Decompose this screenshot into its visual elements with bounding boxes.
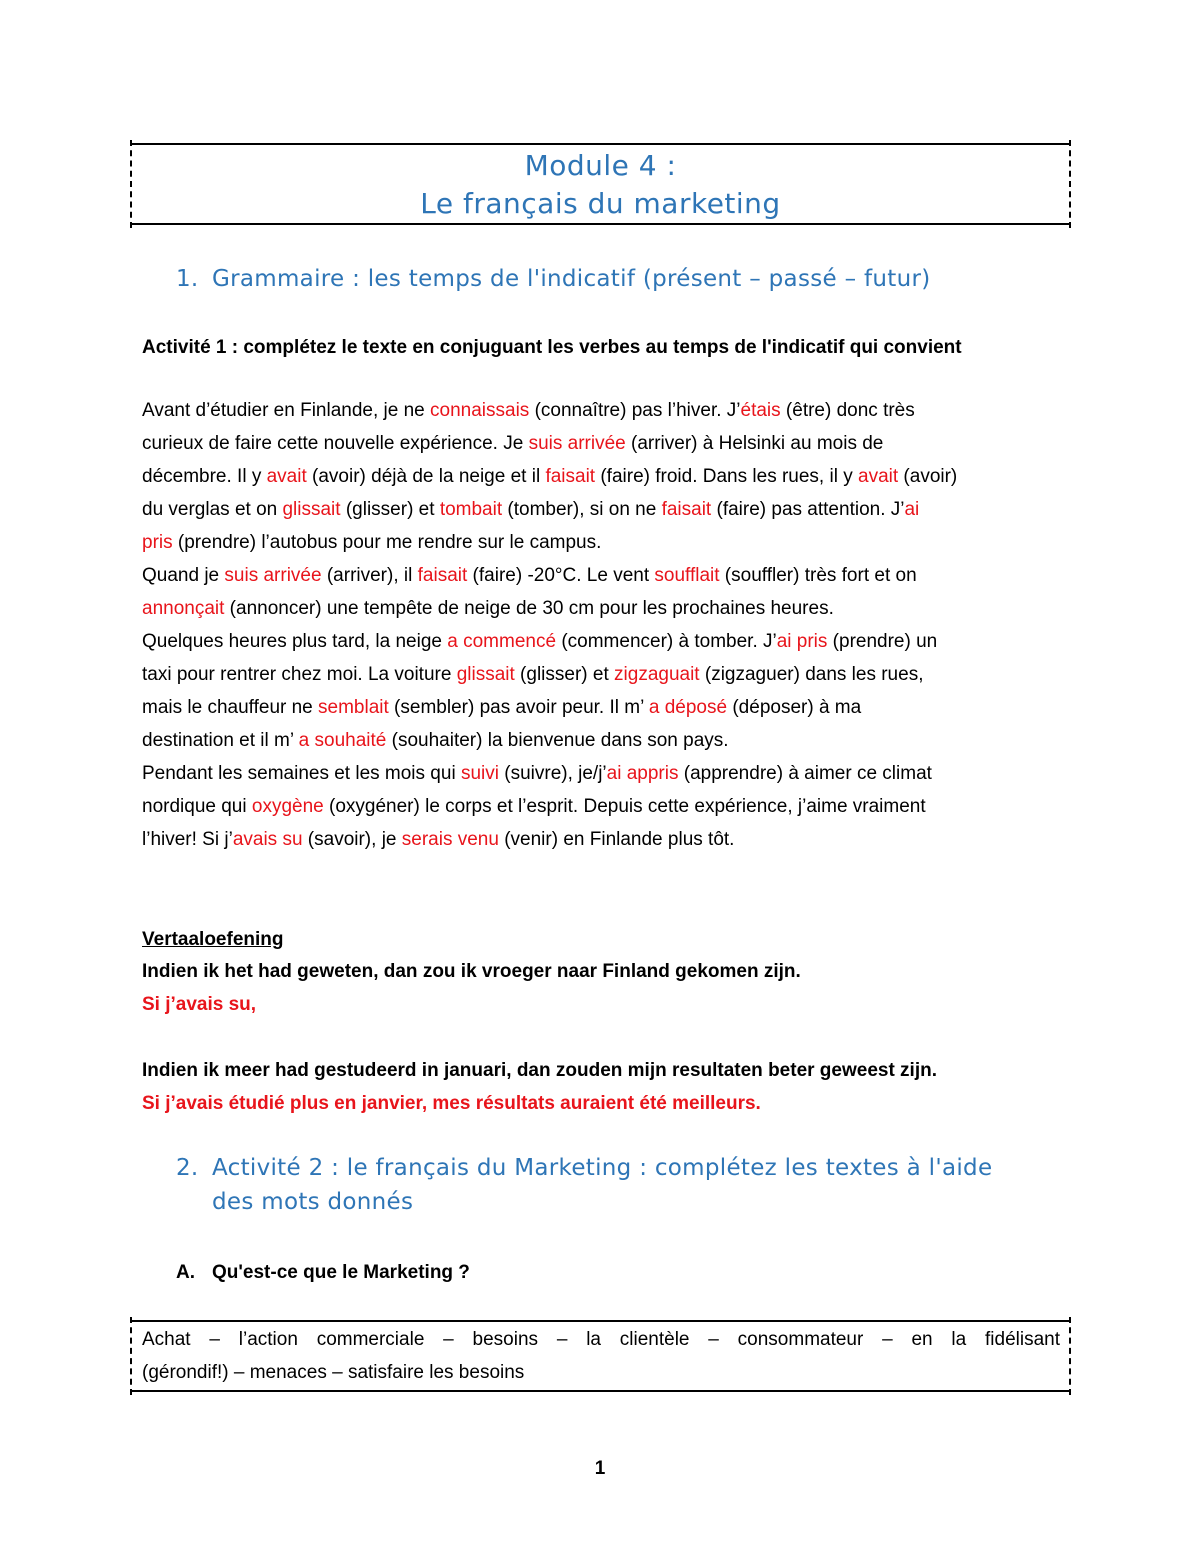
conjugated-answer: ai pris — [776, 631, 828, 652]
exercise-line — [142, 400, 915, 422]
conjugated-answer: faisait — [417, 565, 468, 586]
exercise-text-segment: nordique qui — [142, 796, 252, 817]
exercise-text-segment: (connaître) pas l’hiver. J’ — [529, 400, 741, 421]
exercise-text-segment: (commencer) à tomber. J’ — [556, 631, 777, 652]
exercise-text-segment: Pendant les semaines et les mois qui — [142, 763, 461, 784]
word-bank-line-2: (gérondif!) – menaces – satisfaire les besoins — [142, 1362, 525, 1383]
exercise-text-segment: (tomber), si on ne — [502, 499, 662, 520]
conjugated-answer: étais — [740, 400, 781, 421]
exercise-text-segment: (glisser) et — [340, 499, 440, 520]
exercise-text-segment: taxi pour rentrer chez moi. La voiture — [142, 664, 457, 685]
exercise-line — [142, 532, 601, 554]
conjugated-answer: ai appris — [606, 763, 679, 784]
exercise-text-segment: décembre. Il y — [142, 466, 267, 487]
module-title: Module 4 : — [524, 149, 677, 182]
conjugated-answer: pris — [142, 532, 173, 553]
conjugated-answer: suivi — [460, 763, 499, 784]
exercise-text-segment: (faire) -20°C. Le vent — [467, 565, 655, 586]
conjugated-answer: zigzaguait — [614, 664, 700, 685]
exercise-line — [142, 697, 861, 719]
exercise-text-segment: (déposer) à ma — [727, 697, 862, 718]
section-2-title-line-1: Activité 2 : le français du Marketing : complétez les textes à l'aide — [212, 1155, 993, 1181]
exercise-text-segment: (prendre) un — [827, 631, 938, 652]
word-bank-box — [132, 1320, 1069, 1392]
exercise-line — [142, 763, 932, 785]
word-bank-line-1: Achat – l’action commerciale – besoins – la clientèle – consommateur – en la fidélisant — [142, 1329, 1060, 1350]
conjugated-answer: tombait — [439, 499, 503, 520]
section-2-heading — [176, 1155, 992, 1181]
conjugated-answer: glissait — [456, 664, 515, 685]
conjugated-answer: connaissais — [430, 400, 530, 421]
conjugated-answer: suis arrivée — [224, 565, 322, 586]
exercise-text-segment: (souffler) très fort et on — [719, 565, 917, 586]
section-1-title: Grammaire : les temps de l'indicatif (présent – passé – futur) — [212, 266, 931, 292]
section-1-heading — [176, 266, 930, 292]
conjugated-answer: glissait — [282, 499, 341, 520]
section-1-number: 1. — [176, 266, 199, 292]
exercise-text-segment: du verglas et on — [142, 499, 283, 520]
exercise-text-segment: Quand je — [142, 565, 225, 586]
conjugated-answer: faisait — [545, 466, 596, 487]
exercise-text-segment: (annoncer) une tempête de neige de 30 cm pour les prochaines heures. — [224, 598, 834, 619]
section-2-number: 2. — [176, 1155, 199, 1181]
exercise-line — [142, 466, 957, 488]
exercise-text-segment: (arriver) à Helsinki au mois de — [625, 433, 884, 454]
conjugated-answer: semblait — [318, 697, 389, 718]
exercise-text-segment: curieux de faire cette nouvelle expérience. Je — [142, 433, 529, 454]
conjugated-answer: faisait — [661, 499, 712, 520]
translation-question-1: Indien ik het had geweten, dan zou ik vroeger naar Finland gekomen zijn. — [142, 961, 801, 982]
subsection-a-label: A. — [176, 1262, 195, 1283]
conjugated-answer: a souhaité — [298, 730, 387, 751]
exercise-line — [142, 664, 923, 686]
conjugated-answer: a commencé — [447, 631, 557, 652]
conjugated-answer: annonçait — [142, 598, 225, 619]
conjugated-answer: soufflait — [654, 565, 720, 586]
exercise-text-segment: mais le chauffeur ne — [142, 697, 319, 718]
exercise-line — [142, 829, 734, 851]
exercise-text-segment: (prendre) l’autobus pour me rendre sur le campus. — [172, 532, 602, 553]
conjugated-answer: avait — [858, 466, 899, 487]
exercise-text-segment: (sembler) pas avoir peur. Il m’ — [388, 697, 649, 718]
subsection-a-heading — [176, 1262, 470, 1284]
exercise-text-segment: l’hiver! Si j’ — [142, 829, 233, 850]
conjugated-answer: suis arrivée — [528, 433, 626, 454]
exercise-text-segment: destination et il m’ — [142, 730, 299, 751]
exercise-text-segment: (glisser) et — [514, 664, 615, 685]
activity-1-instruction: Activité 1 : complétez le texte en conjuguant les verbes au temps de l'indicatif qui convient — [142, 337, 962, 358]
title-box — [132, 143, 1069, 225]
conjugated-answer: avais su — [232, 829, 303, 850]
exercise-line — [142, 499, 919, 521]
translation-answer-1: Si j’avais su, — [142, 994, 257, 1015]
translation-answer-2: Si j’avais étudié plus en janvier, mes résultats auraient été meilleurs. — [142, 1093, 761, 1114]
exercise-text-segment: (faire) pas attention. J’ — [711, 499, 905, 520]
conjugated-answer: avait — [266, 466, 307, 487]
exercise-text-segment: (suivre), je/j’ — [498, 763, 607, 784]
exercise-line — [142, 433, 883, 455]
exercise-text-segment: (avoir) déjà de la neige et il — [306, 466, 546, 487]
exercise-text-segment: (avoir) — [898, 466, 958, 487]
exercise-text-segment: (venir) en Finlande plus tôt. — [498, 829, 735, 850]
subsection-a-title: Qu'est-ce que le Marketing ? — [212, 1262, 470, 1283]
exercise-text-segment: Quelques heures plus tard, la neige — [142, 631, 448, 652]
exercise-text-segment: (souhaiter) la bienvenue dans son pays. — [386, 730, 729, 751]
exercise-text-segment: (être) donc très — [780, 400, 915, 421]
module-subtitle: Le français du marketing — [420, 187, 781, 220]
exercise-line — [142, 730, 729, 752]
conjugated-answer: oxygène — [251, 796, 324, 817]
exercise-line — [142, 796, 926, 818]
exercise-text-segment: (zigzaguer) dans les rues, — [699, 664, 924, 685]
conjugated-answer: a déposé — [648, 697, 728, 718]
page-number: 1 — [594, 1458, 606, 1479]
exercise-line — [142, 565, 917, 587]
section-2-title-line-2: des mots donnés — [212, 1189, 414, 1215]
exercise-text-segment: (faire) froid. Dans les rues, il y — [595, 466, 858, 487]
exercise-line — [142, 631, 937, 653]
exercise-text-segment: (oxygéner) le corps et l’esprit. Depuis cette expérience, j’aime vraiment — [323, 796, 926, 817]
exercise-text-segment: (arriver), il — [321, 565, 418, 586]
exercise-text-segment: (savoir), je — [302, 829, 402, 850]
exercise-text-segment: Avant d’étudier en Finlande, je ne — [142, 400, 431, 421]
conjugated-answer: ai — [904, 499, 920, 520]
translation-heading: Vertaaloefening — [142, 929, 284, 950]
exercise-line — [142, 598, 834, 620]
conjugated-answer: serais venu — [401, 829, 499, 850]
exercise-text-segment: (apprendre) à aimer ce climat — [678, 763, 932, 784]
translation-question-2: Indien ik meer had gestudeerd in januari, dan zouden mijn resultaten beter geweest zijn. — [142, 1060, 938, 1081]
